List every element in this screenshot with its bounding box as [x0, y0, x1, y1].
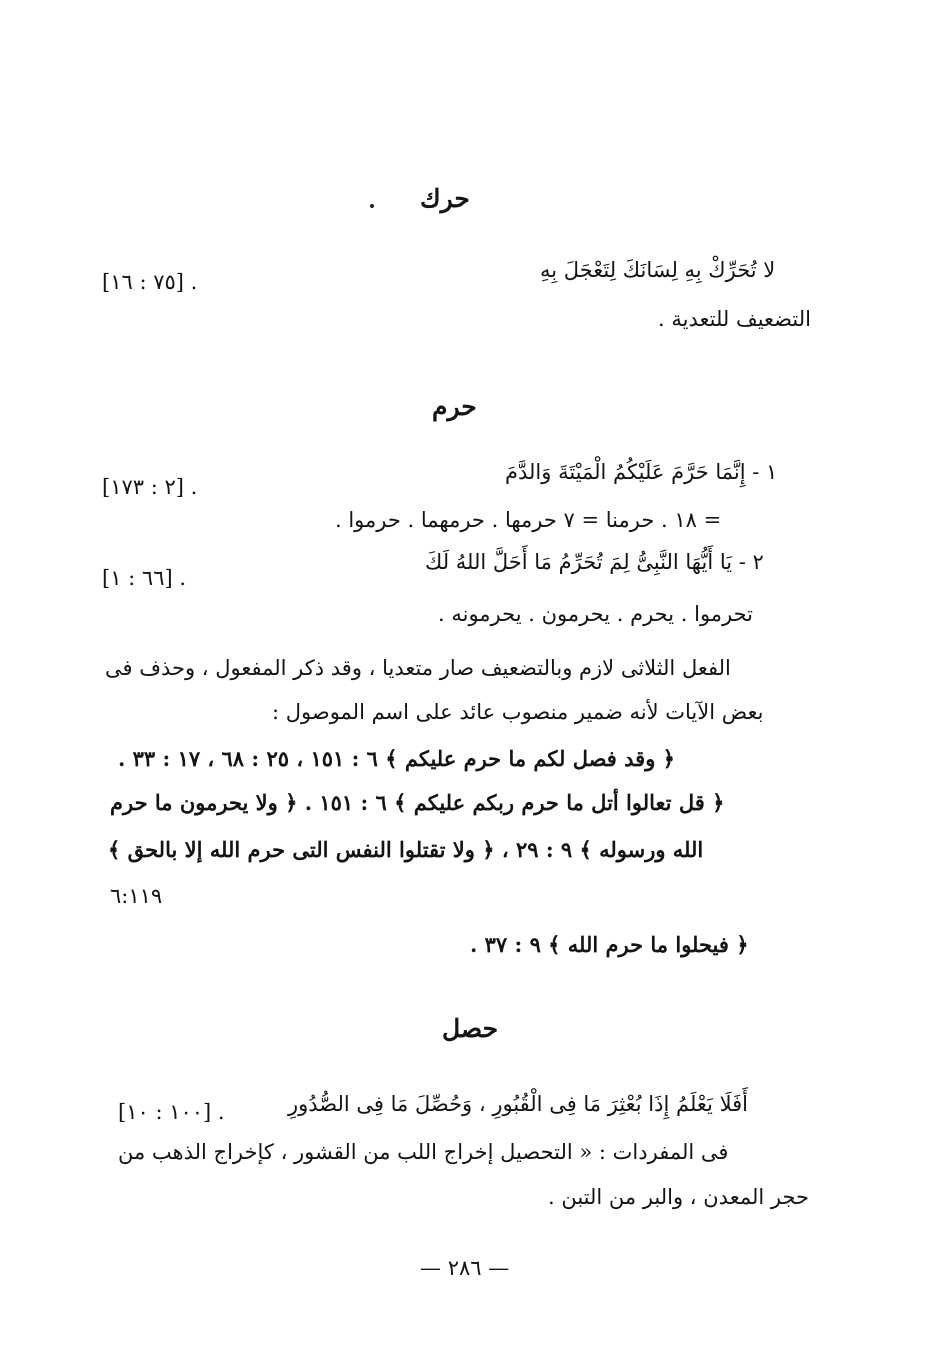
stray-mark — [370, 204, 374, 208]
verse-harak: لا تُحَرِّكْ بِهِ لِسَانَكَ لِتَعْجَلَ بِهِ — [540, 258, 776, 282]
paragraph-line-1: الفعل الثلاثى لازم وبالتضعيف صار متعديا ، وقد ذكر المفعول ، وحذف فى — [105, 656, 731, 680]
page-number: — ٢٨٦ — — [420, 1256, 510, 1280]
section-heading-harram: حرم — [432, 392, 477, 421]
quote-line-1: ﴿ وقد فصل لكم ما حرم عليكم ﴾ ٦ : ١٥١ ، ٢٥ : ٦٨ ، ١٧ : ٣٣ . — [118, 746, 675, 771]
reference-harram-1: [٢ : ١٧٣] . — [102, 475, 198, 499]
reference-harram-2: [٦٦ : ١] . — [102, 566, 187, 590]
reference-hassal: [١٠٠ : ١٠] . — [118, 1100, 225, 1124]
note-harram-1: = ١٨ . حرمنا = ٧ حرمها . حرمهما . حرموا . — [335, 508, 722, 532]
quote-line-4: ﴿ فيحلوا ما حرم الله ﴾ ٩ : ٣٧ . — [470, 932, 749, 957]
note-hassal-line-2: حجر المعدن ، والبر من التبن . — [548, 1185, 810, 1209]
note-hassal-line-1: فى المفردات : « التحصيل إخراج اللب من القشور ، كإخراج الذهب من — [118, 1140, 729, 1164]
verse-harram-1: ١ - إِنَّمَا حَرَّمَ عَلَيْكُمُ الْمَيْتَةَ وَالدَّمَ — [505, 460, 778, 484]
verse-hassal: أَفَلَا يَعْلَمُ إِذَا بُعْثِرَ مَا فِى الْقُبُورِ ، وَحُصِّلَ مَا فِى الصُّدُورِ — [288, 1092, 748, 1116]
quote-line-2: ﴿ قل تعالوا أتل ما حرم ربكم عليكم ﴾ ٦ : ١٥١ . ﴿ ولا يحرمون ما حرم — [110, 790, 725, 815]
paragraph-line-2: بعض الآيات لأنه ضمير منصوب عائد على اسم الموصول : — [272, 700, 764, 724]
section-heading-hassal: حصل — [442, 1014, 499, 1043]
note-harak: التضعيف للتعدية . — [658, 307, 811, 331]
quote-line-3-reference: ٦:١١٩ — [110, 884, 163, 908]
reference-harak: [٧٥ : ١٦] . — [102, 270, 198, 294]
section-heading-harak: حرك — [420, 184, 470, 213]
note-harram-2: تحرموا . يحرم . يحرمون . يحرمونه . — [438, 602, 754, 626]
verse-harram-2: ٢ - يَا أَيُّهَا النَّبِىُّ لِمَ تُحَرِّمُ مَا أَحَلَّ اللهُ لَكَ — [425, 550, 764, 574]
quote-line-3: الله ورسوله ﴾ ٩ : ٢٩ ، ﴿ ولا تقتلوا النفس التى حرم الله إلا بالحق ﴾ — [108, 837, 704, 862]
